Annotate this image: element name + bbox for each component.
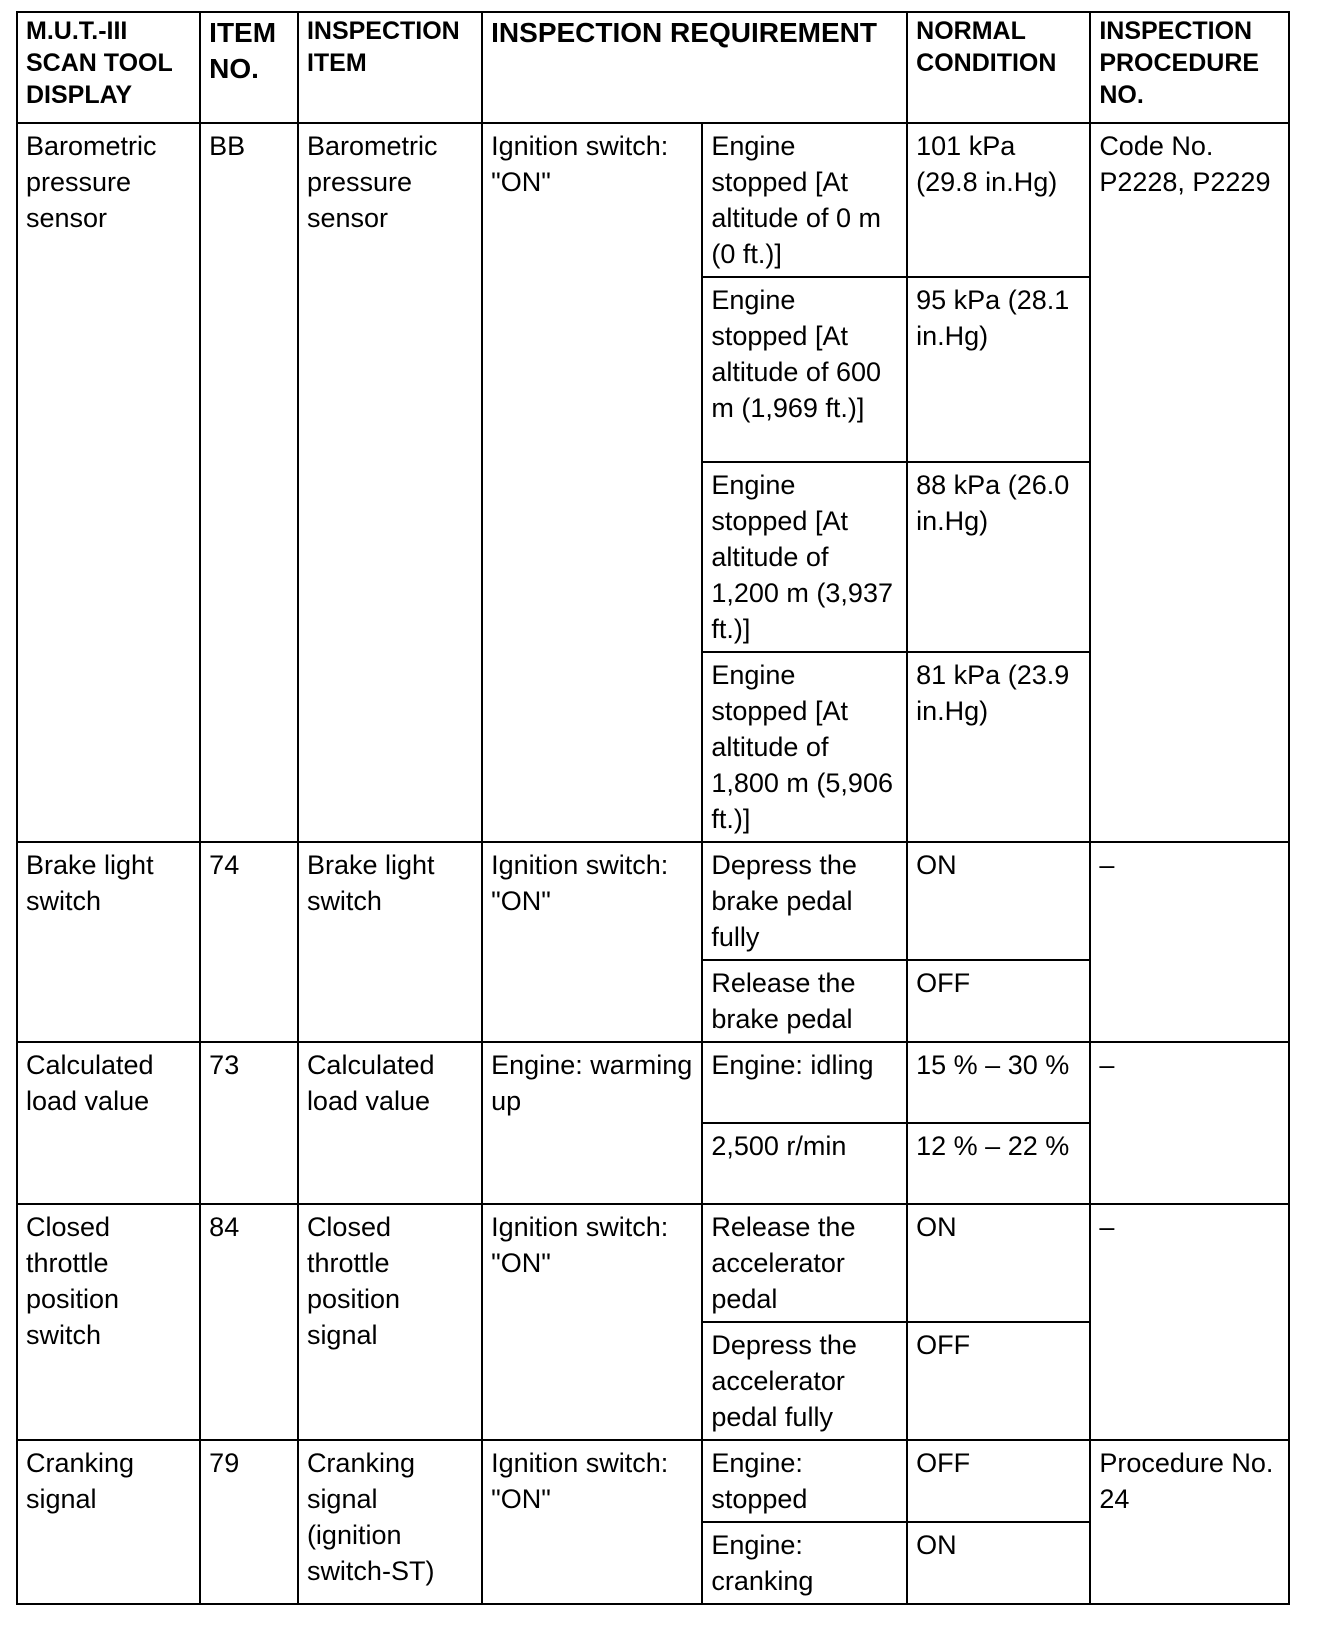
requirement-cell: Engine: warming up <box>482 1042 702 1204</box>
normal-cell: OFF <box>907 960 1090 1042</box>
header-inspection-item: INSPECTION ITEM <box>298 12 482 123</box>
condition-cell: Engine: stopped <box>702 1440 907 1522</box>
normal-cell: ON <box>907 842 1090 960</box>
table-row <box>17 1042 1289 1123</box>
condition-cell: Engine stopped [At altitude of 1,800 m (5,906 ft.)] <box>702 652 907 842</box>
requirement-cell: Ignition switch: "ON" <box>482 123 702 842</box>
display-cell: Calculated load value <box>17 1042 200 1204</box>
item-no-cell: 79 <box>200 1440 298 1604</box>
item-no-cell: 74 <box>200 842 298 1042</box>
procedure-cell: Code No. P2228, P2229 <box>1090 123 1289 842</box>
condition-cell: Engine stopped [At altitude of 600 m (1,969 ft.)] <box>702 277 907 462</box>
item-cell: Brake light switch <box>298 842 482 1042</box>
item-cell: Cranking signal (ignition switch-ST) <box>298 1440 482 1604</box>
item-cell: Calculated load value <box>298 1042 482 1204</box>
header-requirement: INSPECTION REQUIREMENT <box>482 12 907 123</box>
header-procedure-no: INSPECTION PROCEDURE NO. <box>1090 12 1289 123</box>
procedure-cell: – <box>1090 1042 1289 1204</box>
condition-cell: Depress the brake pedal fully <box>702 842 907 960</box>
table-row <box>17 1204 1289 1322</box>
item-no-cell: 84 <box>200 1204 298 1440</box>
procedure-cell: Procedure No. 24 <box>1090 1440 1289 1604</box>
normal-cell: ON <box>907 1522 1090 1604</box>
normal-cell: OFF <box>907 1322 1090 1440</box>
table-row <box>17 1440 1289 1522</box>
condition-cell: Release the brake pedal <box>702 960 907 1042</box>
item-cell: Closed throttle position signal <box>298 1204 482 1440</box>
condition-cell: Engine: idling <box>702 1042 907 1123</box>
normal-cell: 95 kPa (28.1 in.Hg) <box>907 277 1090 462</box>
normal-cell: ON <box>907 1204 1090 1322</box>
display-cell: Barometric pressure sensor <box>17 123 200 842</box>
display-cell: Brake light switch <box>17 842 200 1042</box>
normal-cell: 15 % – 30 % <box>907 1042 1090 1123</box>
header-display: M.U.T.-III SCAN TOOL DISPLAY <box>17 12 200 123</box>
condition-cell: Engine stopped [At altitude of 1,200 m (3,937 ft.)] <box>702 462 907 652</box>
table-row <box>17 123 1289 277</box>
requirement-cell: Ignition switch: "ON" <box>482 1440 702 1604</box>
normal-cell: 88 kPa (26.0 in.Hg) <box>907 462 1090 652</box>
item-no-cell: 73 <box>200 1042 298 1204</box>
normal-cell: OFF <box>907 1440 1090 1522</box>
condition-cell: 2,500 r/min <box>702 1123 907 1204</box>
header-item-no: ITEM NO. <box>200 12 298 123</box>
procedure-cell: – <box>1090 1204 1289 1440</box>
item-cell: Barometric pressure sensor <box>298 123 482 842</box>
normal-cell: 81 kPa (23.9 in.Hg) <box>907 652 1090 842</box>
condition-cell: Depress the accelerator pedal fully <box>702 1322 907 1440</box>
header-row <box>17 12 1289 123</box>
display-cell: Closed throttle position switch <box>17 1204 200 1440</box>
requirement-cell: Ignition switch: "ON" <box>482 842 702 1042</box>
normal-cell: 12 % – 22 % <box>907 1123 1090 1204</box>
display-cell: Cranking signal <box>17 1440 200 1604</box>
normal-cell: 101 kPa (29.8 in.Hg) <box>907 123 1090 277</box>
item-no-cell: BB <box>200 123 298 842</box>
inspection-table <box>16 11 1290 1605</box>
condition-cell: Release the accelerator pedal <box>702 1204 907 1322</box>
table-row <box>17 842 1289 960</box>
requirement-cell: Ignition switch: "ON" <box>482 1204 702 1440</box>
header-normal-condition: NORMAL CONDITION <box>907 12 1090 123</box>
procedure-cell: – <box>1090 842 1289 1042</box>
condition-cell: Engine: cranking <box>702 1522 907 1604</box>
condition-cell: Engine stopped [At altitude of 0 m (0 ft.)] <box>702 123 907 277</box>
